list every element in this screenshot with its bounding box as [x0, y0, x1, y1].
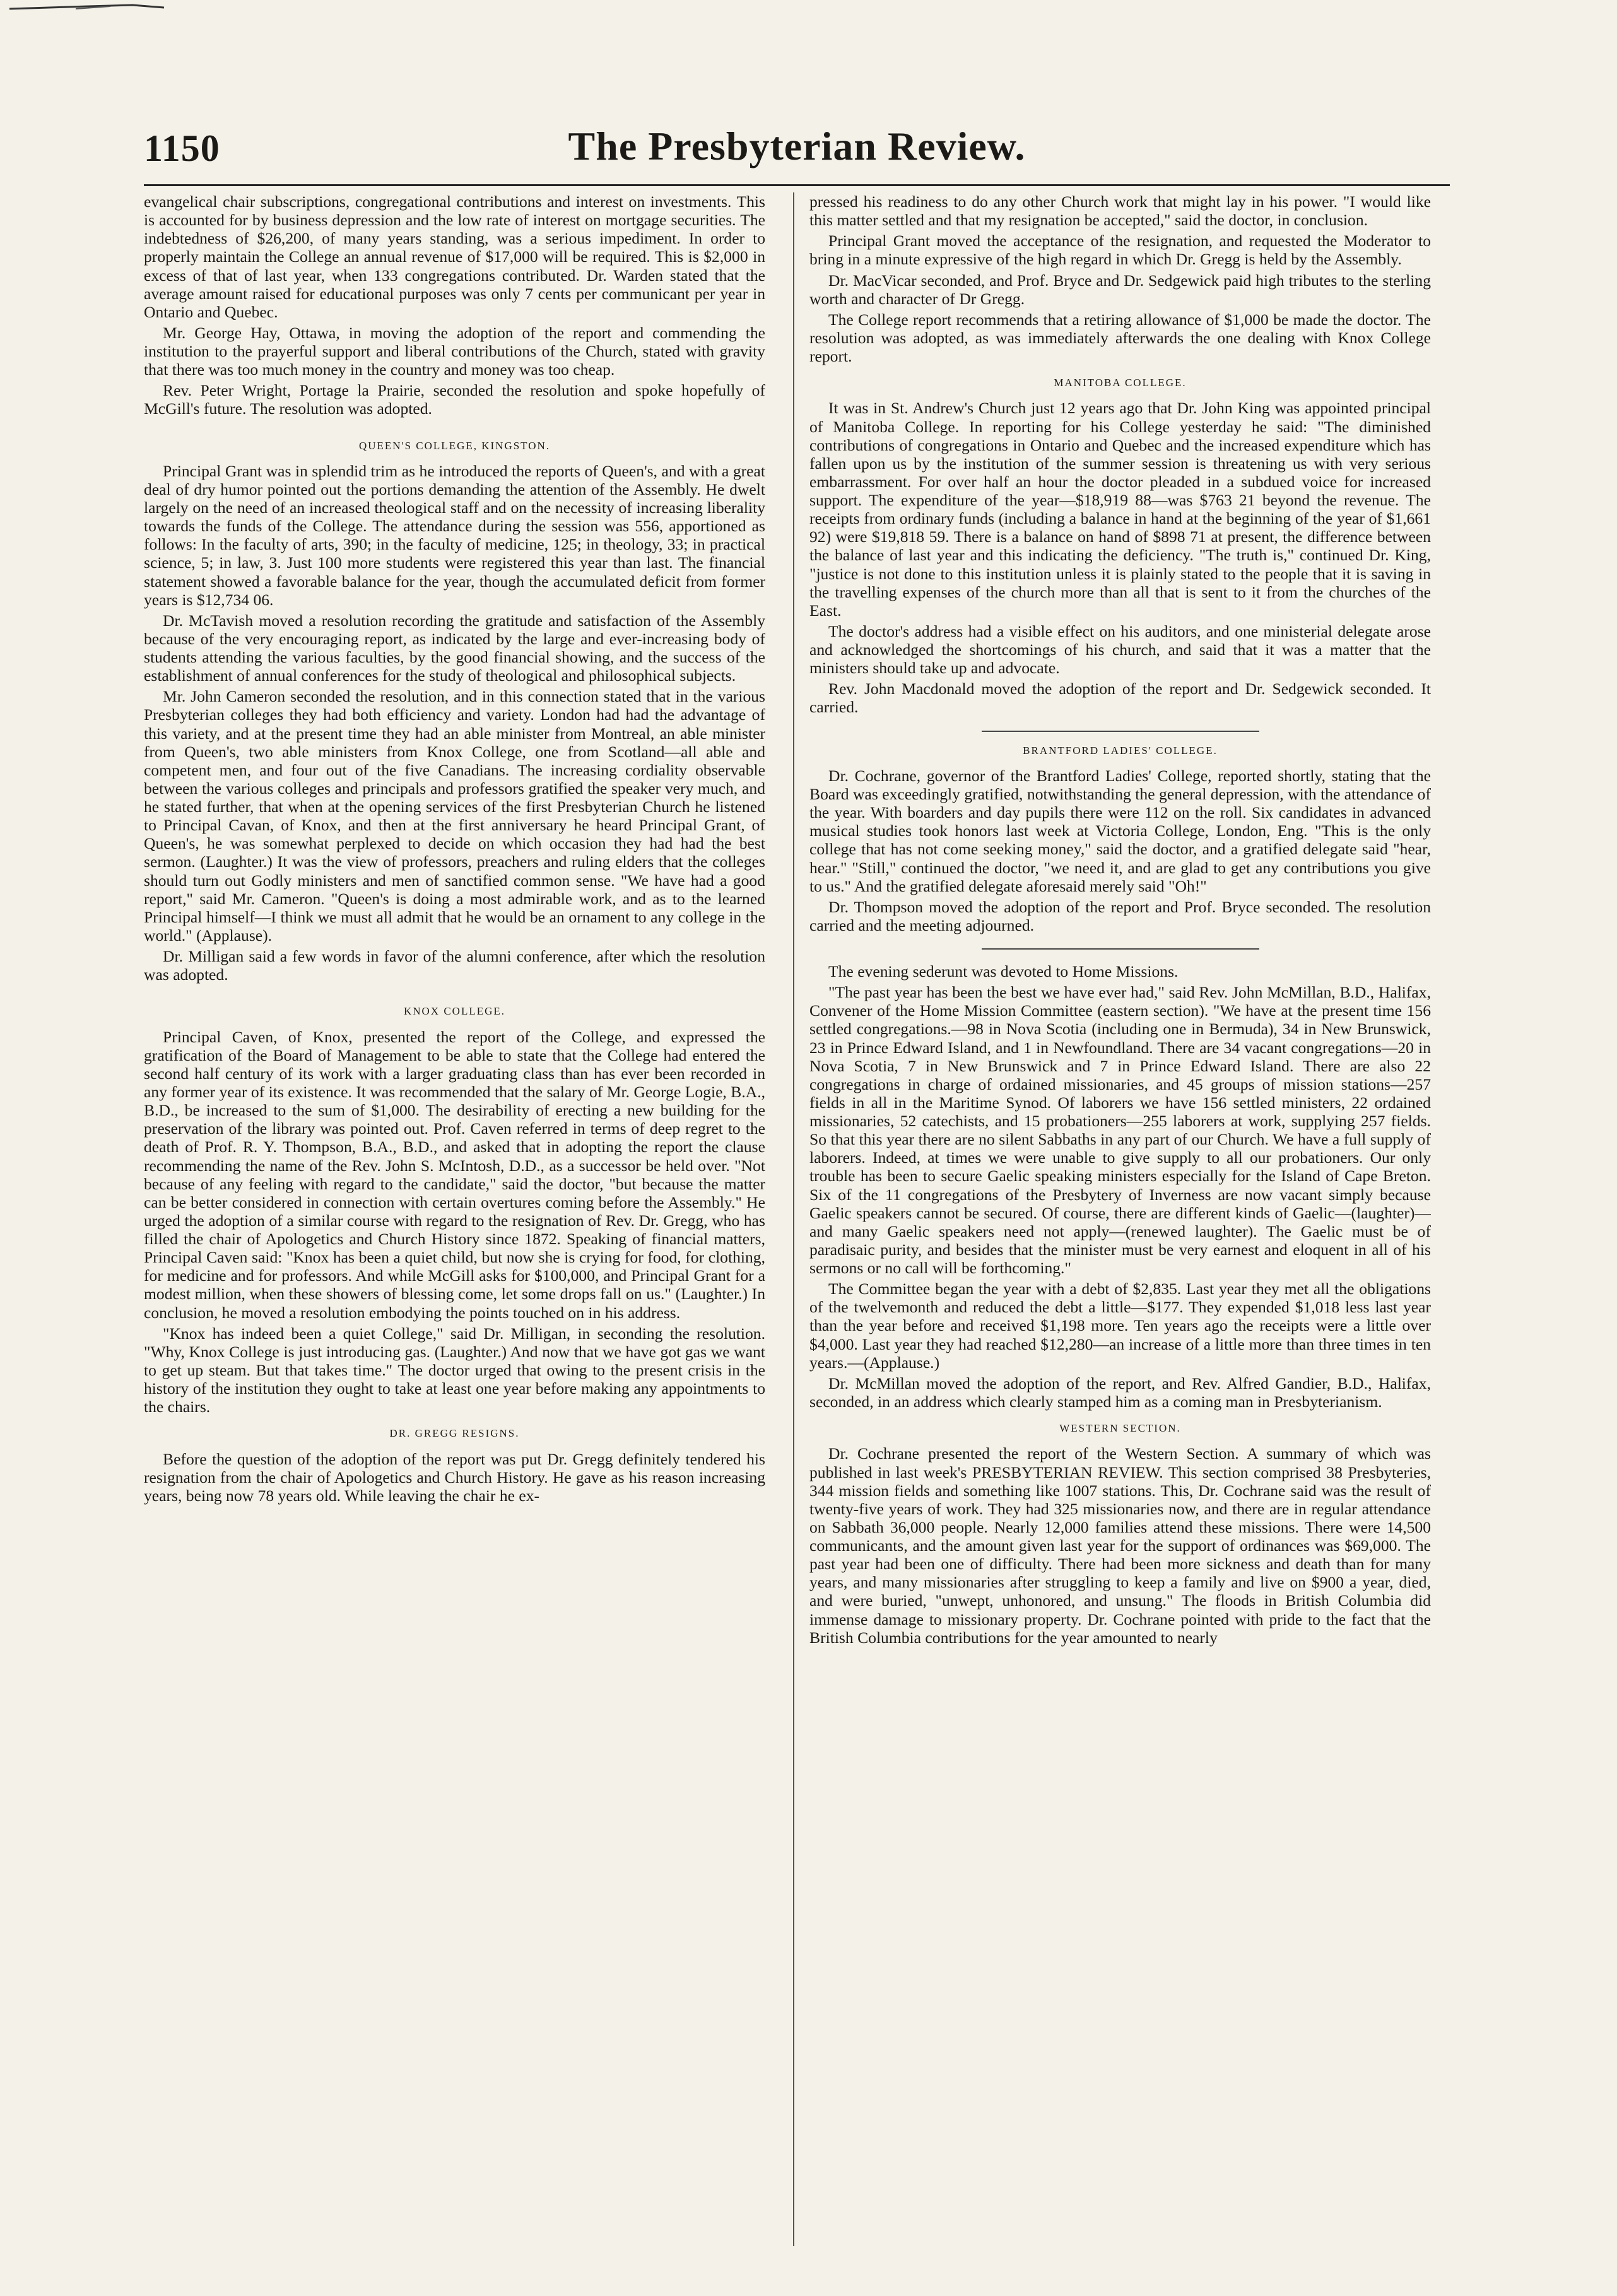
- right-paragraph: Dr. MacVicar seconded, and Prof. Bryce and Dr. Sedgewick paid high tributes to the sterling worth and character of Dr Gregg.: [809, 271, 1431, 308]
- left-column: [144, 192, 765, 2246]
- section-heading: BRANTFORD LADIES' COLLEGE.: [1023, 744, 1218, 757]
- right-paragraph: Dr. Cochrane, governor of the Brantford Ladies' College, reported shortly, stating that the Board was exceedingly gratified, notwithstanding the general depression, with the attendance of the year. With boarders and day pupils there were 112 on the roll. Six candidates in advanced musical studies took honors last week at Victoria College, London, Eng. "This is the only college that has not come seeking money," said the doctor, and a gratified delegate said "hear, hear." "Still," continued the doctor, "we need it, and are glad to get any contributions you give to us." And the gratified delegate aforesaid merely said "Oh!": [809, 766, 1431, 895]
- right-paragraph: Dr. McMillan moved the adoption of the report, and Rev. Alfred Gandier, B.D., Halifax, seconded, in an address which clearly stamped him as a coming man in Presbyterianism.: [809, 1374, 1431, 1411]
- right-paragraph: pressed his readiness to do any other Church work that might lay in his power. "I would like this matter settled and that my resignation be accepted," said the doctor, in conclusion.: [809, 192, 1431, 230]
- journal-title: The Presbyterian Review.: [568, 124, 1026, 168]
- section-rule: [982, 731, 1259, 732]
- section-heading: DR. GREGG RESIGNS.: [389, 1427, 520, 1440]
- right-column: [809, 192, 1431, 2246]
- left-paragraph: Principal Grant was in splendid trim as he introduced the reports of Queen's, and with a great deal of dry humor pointed out the portions demanding the attention of the Assembly. He dwelt largely on the need of an increased theological staff and on the necessity of increasing liberality towards the funds of the College. The attendance during the session was 556, apportioned as follows: In the faculty of arts, 390; in the faculty of medicine, 125; in theology, 33; in practical science, 5; in law, 3. Just 100 more students were registered this year than last. The financial statement showed a favorable balance for the year, though the accumulated deficit from former years is $12,734 06.: [144, 461, 765, 609]
- right-paragraph: Rev. John Macdonald moved the adoption of the report and Dr. Sedgewick seconded. It carried.: [809, 680, 1431, 717]
- left-paragraph: Rev. Peter Wright, Portage la Prairie, seconded the resolution and spoke hopefully of McGill's future. The resolution was adopted.: [144, 381, 765, 418]
- right-paragraph: The evening sederunt was devoted to Home Missions.: [828, 962, 1179, 981]
- page-number: 1150: [144, 127, 220, 169]
- left-paragraph: evangelical chair subscriptions, congregational contributions and interest on investments. This is accounted for by business depression and the low rate of interest on mortgage securities. The indebtedness of $26,200, of many years standing, was a serious impediment. In order to properly maintain the College an annual revenue of $17,000 will be required. This is $2,000 in excess of that of last year, when 133 congregations contributed. Dr. Warden stated that the average amount raised for educational purposes was only 7 cents per communicant per year in Ontario and Quebec.: [144, 192, 765, 321]
- left-paragraph: Dr. McTavish moved a resolution recording the gratitude and satisfaction of the Assembly because of the very encouraging report, as indicated by the large and ever-increasing body of students attending the various faculties, by the good financial showing, and the success of the establishment of annual conferences for the study of theological and philosophical subjects.: [144, 611, 765, 685]
- right-paragraph: Principal Grant moved the acceptance of the resignation, and requested the Moderator to bring in a minute expressive of the high regard in which Dr. Gregg is held by the Assembly.: [809, 232, 1431, 269]
- section-rule: [982, 948, 1259, 950]
- left-paragraph: Dr. Milligan said a few words in favor of the alumni conference, after which the resolution was adopted.: [144, 947, 765, 984]
- right-paragraph: Dr. Thompson moved the adoption of the report and Prof. Bryce seconded. The resolution carried and the meeting adjourned.: [809, 897, 1431, 934]
- section-heading: WESTERN SECTION.: [1059, 1422, 1181, 1435]
- left-paragraph: "Knox has indeed been a quiet College," said Dr. Milligan, in seconding the resolution. "Why, Knox College is just introducing gas. (Laughter.) And now that we have got gas we want to get up steam. But that takes time." The doctor urged that owing to the present crisis in the history of the institution they ought to take at least one year before making any appointments to the chairs.: [144, 1324, 765, 1416]
- right-paragraph: "The past year has been the best we have ever had," said Rev. John McMillan, B.D., Halifax, Convener of the Home Mission Committee (eastern section). "We have at the present time 156 settled congregations.—98 in Nova Scotia (including one in Bermuda), 34 in New Brunswick, 23 in Prince Edward Island, and 1 in Newfoundland. There are 34 vacant congregations—20 in Nova Scotia, 7 in New Brunswick and 7 in Prince Edward Island. There are also 22 congregations in charge of ordained missionaries, and 45 groups of mission stations—257 fields in all in the Maritime Synod. Of laborers we have 156 settled ministers, 22 ordained missionaries, 52 catechists, and 15 probationers—255 laborers at work, supplying 257 fields. So that this year there are no silent Sabbaths in any part of our Church. We have a full supply of laborers. Indeed, at times we were unable to give supply to all our probationers. Our only trouble has been to secure Gaelic speaking ministers especially for the Island of Cape Breton. Six of the 11 congregations of the Presbytery of Inverness are now vacant simply because Gaelic speakers cannot be secured. Of course, there are different kinds of Gaelic—(laughter)—and many Gaelic speakers need not apply—(renewed laughter). The Gaelic must be of paradisaic purity, and besides that the minister must be very earnest and eloquent in all of his sermons or no call will be forthcoming.": [809, 983, 1431, 1278]
- left-paragraph: Principal Caven, of Knox, presented the report of the College, and expressed the gratification of the Board of Management to be able to state that the College had entered the second half century of its work with a larger graduating class than has ever been recorded in any former year of its existence. It was recommended that the salary of Mr. George Logie, B.A., B.D., be increased to the sum of $1,000. The desirability of erecting a new building for the preservation of the library was pointed out. Prof. Caven referred in terms of deep regret to the death of Prof. R. Y. Thompson, B.A., B.D., and asked that in adopting the report the clause recommending the name of the Rev. John S. McIntosh, D.D., as a successor be held over. "Not because of any feeling with regard to the candidate," said the doctor, "but because the matter can be better considered in connection with certain overtures coming before the Assembly." He urged the adoption of a similar course with regard to the resignation of Rev. Dr. Gregg, who has filled the chair of Apologetics and Church History since 1872. Speaking of financial matters, Principal Caven said: "Knox has been a quiet child, but now she is crying for food, for clothing, for medicine and for professors. And while McGill asks for $100,000, and Principal Grant for a modest million, when these showers of blessing come, let some drops fall on us." (Laughter.) In conclusion, he moved a resolution embodying the points touched on in his address.: [144, 1027, 765, 1322]
- right-paragraph: The doctor's address had a visible effect on his auditors, and one ministerial delegate arose and acknowledged the shortcomings of his church, and said that it was a matter that the ministers should take up and advocate.: [809, 621, 1431, 678]
- header-rule: [144, 184, 1450, 186]
- column-divider: [793, 192, 794, 2246]
- right-paragraph: The College report recommends that a retiring allowance of $1,000 be made the doctor. The resolution was adopted, as was immediately afterwards the one dealing with Knox College report.: [809, 310, 1431, 365]
- left-paragraph: Before the question of the adoption of the report was put Dr. Gregg definitely tendered his resignation from the chair of Apologetics and Church History. He gave as his reason increasing years, being now 78 years old. While leaving the chair he ex-: [144, 1449, 765, 1505]
- section-heading: MANITOBA COLLEGE.: [1054, 377, 1187, 389]
- right-paragraph: It was in St. Andrew's Church just 12 years ago that Dr. John King was appointed principal of Manitoba College. In reporting for his College yesterday he said: "The diminished contributions of congregations in Ontario and Quebec and the increased expenditure which has fallen upon us by the institution of the summer session is threatening us with very serious embarrassment. For over half an hour the doctor pleaded in a subdued voice for increased support. The expenditure of the year—$18,919 88—was $763 21 beyond the revenue. The receipts from ordinary funds (including a balance in hand at the beginning of the year of $1,661 92) were $19,818 59. There is a balance on hand of $898 71 at present, the difference between the balance of last year and this indicating the deficiency. "The truth is," continued Dr. King, "justice is not done to this institution unless it is plainly stated to the people that it is saving in the travelling expenses of the church more than all that is sent to it from the churches of the East.: [809, 399, 1431, 620]
- right-paragraph: Dr. Cochrane presented the report of the Western Section. A summary of which was published in last week's PRESBYTERIAN REVIEW. This section comprised 38 Presbyteries, 344 mission fields and something like 1007 stations. This, Dr. Cochrane said was the result of twenty-five years of work. They had 325 missionaries now, and there are in regular attendance on Sabbath 36,000 people. Nearly 12,000 families attend these missions. There were 14,500 communicants, and the amount given last year for the support of ordinances was $69,000. The past year had been one of difficulty. There had been more sickness and death than for many years, and many missionaries after struggling to keep a family and live on $900 a year, died, and were buried, "unwept, unhonored, and unsung." The floods in British Columbia did immense damage to missionary property. Dr. Cochrane pointed with pride to the fact that the British Columbia contributions for the year amounted to nearly: [809, 1444, 1431, 1647]
- left-paragraph: Mr. John Cameron seconded the resolution, and in this connection stated that in the various Presbyterian colleges they had both efficiency and variety. London had had the advantage of this variety, and at the present time they had an able minister from Montreal, an able minister from Queen's, two able ministers from Knox College, one from Scotland—all able and competent men, and four out of the five Canadians. The increasing cordiality observable between the various colleges and principals and professors gratified the speaker very much, and he stated further, that when at the opening services of the first Presbyterian Church he listened to Principal Cavan, of Knox, and then at the first anniversary he heard Principal Grant, of Queen's, he was somewhat perplexed to decide on which occasion they had had the best sermon. (Laughter.) It was the view of professors, preachers and ruling elders that the colleges should turn out Godly ministers and men of sanctified common sense. "We have had a good report," said Mr. Cameron. "Queen's is doing a most admirable work, and as to the learned Principal himself—I think we must all admit that he would be an ornament to any college in the world." (Applause).: [144, 687, 765, 945]
- left-paragraph: Mr. George Hay, Ottawa, in moving the adoption of the report and commending the institution to the prayerful support and liberal contributions of the Church, stated with gravity that there was too much money in the country and money was too cheap.: [144, 323, 765, 379]
- page-header: [144, 123, 1450, 180]
- right-paragraph: The Committee began the year with a debt of $2,835. Last year they met all the obligations of the twelvemonth and reduced the debt a little—$177. They expended $1,018 less last year than the year before and received $1,198 more. Ten years ago the receipts were a little over $4,000. Last year they had reached $12,280—an increase of a little more than three times in ten years.—(Applause.): [809, 1280, 1431, 1372]
- scan-artifact-mark: [0, 0, 189, 25]
- section-heading: QUEEN'S COLLEGE, KINGSTON.: [358, 439, 551, 452]
- section-heading: KNOX COLLEGE.: [403, 1005, 506, 1018]
